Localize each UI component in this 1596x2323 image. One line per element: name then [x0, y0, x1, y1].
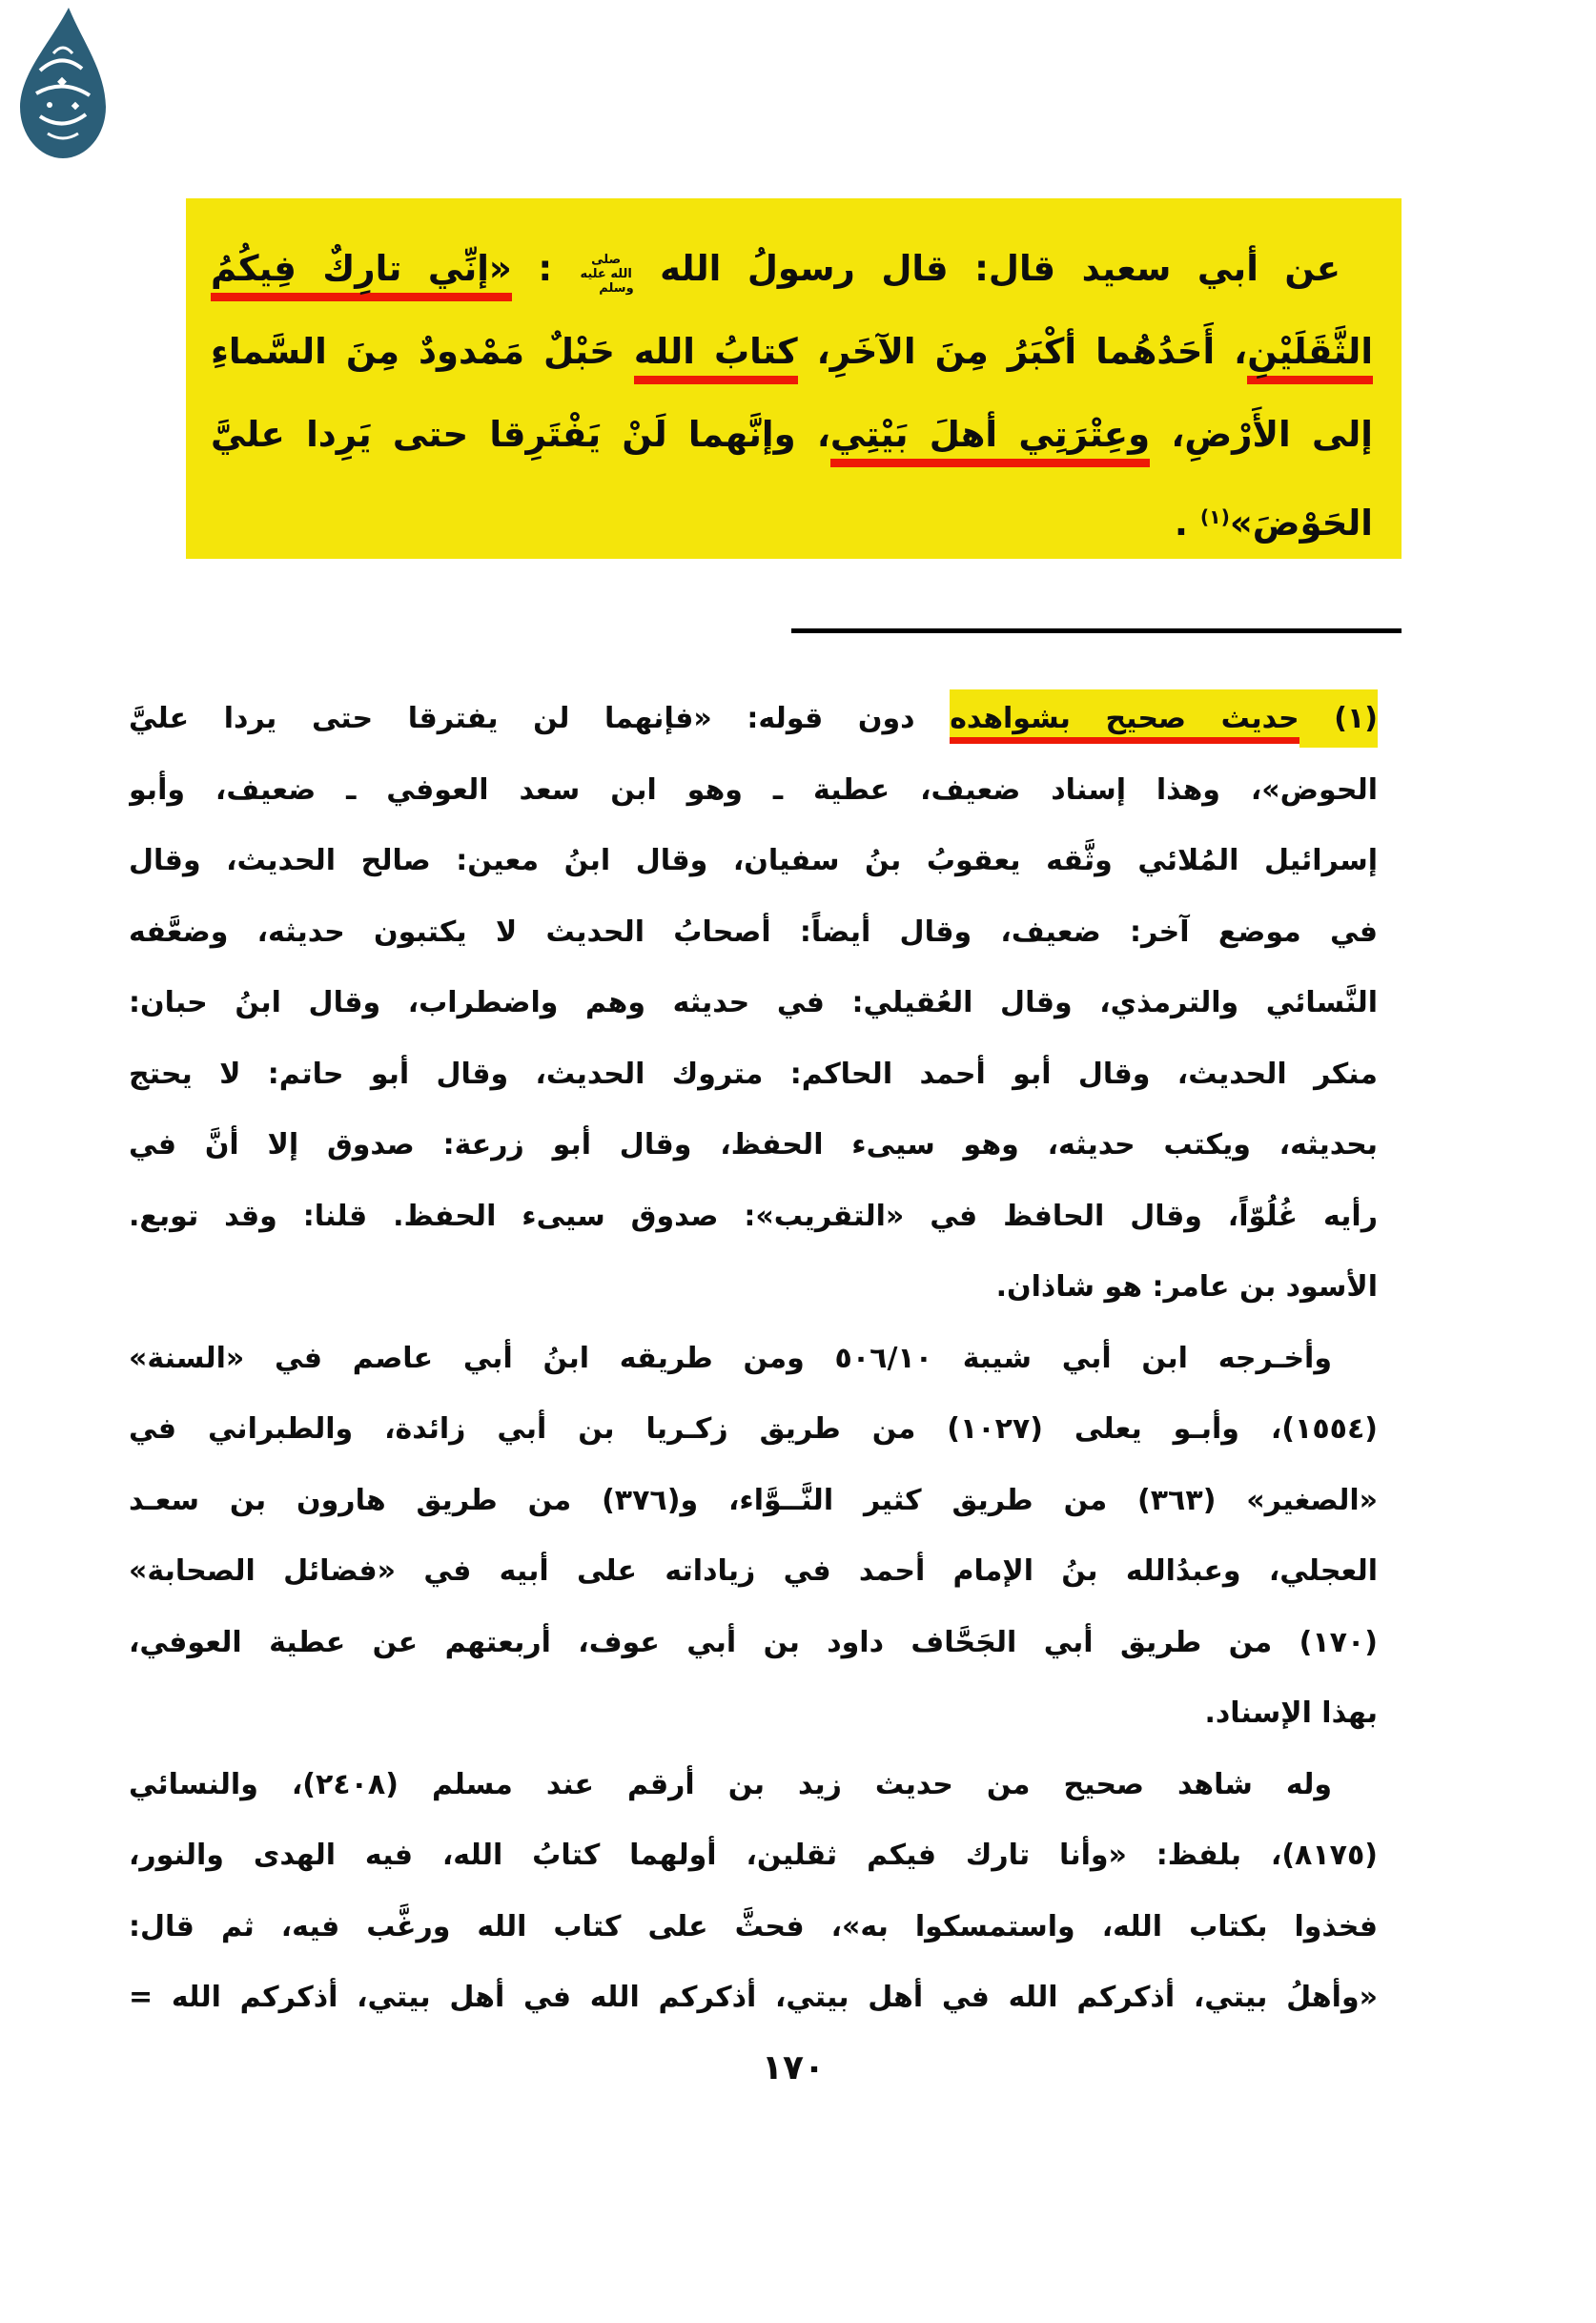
text-segment: «الصغير» (٣٦٣) من طريق كثير النَّــوَّاء، و(٣٧٦) من طريق هارون بن سعـد — [129, 1483, 1378, 1517]
text-segment: (١) — [1199, 505, 1230, 528]
text-segment: بحديثه، ويكتب حديثه، وهو سيىء الحفظ، وقال أبو زرعة: صدوق إلا أنَّ في — [129, 1128, 1378, 1162]
red-underlined-segment: كتابُ الله — [634, 331, 798, 384]
arabic-calligraphy-teardrop-icon — [11, 4, 114, 166]
footnote-line — [129, 1963, 1378, 2034]
footnote-line — [129, 1394, 1378, 1466]
text-segment: (١٥٥٤)، وأبـو يعلى (١٠٢٧) من طريق زكـريا بن أبي زائدة، والطبراني في — [129, 1412, 1378, 1446]
footnote-line — [129, 1182, 1378, 1253]
footnote-line — [129, 968, 1378, 1039]
text-segment: العجلي، وعبدُالله بنُ الإمام أحمد في زياداته على أبيه في «فضائل الصحابة» — [129, 1554, 1378, 1588]
footnote-line — [129, 1252, 1378, 1324]
hadith-line — [211, 476, 1373, 559]
text-segment: (٨١٧٥)، بلفظ: «وأنا تارك فيكم ثقلين، أولهما كتابُ الله، فيه الهدى والنور، — [129, 1839, 1378, 1872]
text-segment: الحَوْضَ» — [1229, 503, 1373, 545]
footnote-line — [129, 1536, 1378, 1608]
text-segment: وله شاهد صحيح من حديث زيد بن أرقم عند مسلم (٢٤٠٨)، والنسائي — [129, 1767, 1332, 1801]
text-segment: وأخـرجه ابن أبي شيبة ٥٠٦/١٠ ومن طريقه ابنُ أبي عاصم في «السنة» — [129, 1341, 1332, 1375]
footnote-block — [129, 684, 1378, 2034]
footnote-line — [129, 1820, 1378, 1892]
footnote-line — [129, 1110, 1378, 1182]
publisher-logo — [11, 4, 114, 166]
footnote-line — [129, 1466, 1378, 1537]
text-segment: النَّسائي والترمذي، وقال العُقيلي: في حديثه وهم واضطراب، وقال ابنُ حبان: — [129, 986, 1378, 1019]
footnote-line — [129, 684, 1378, 755]
text-segment: فخذوا بكتاب الله، واستمسكوا به»، فحثَّ على كتاب الله ورغَّب فيه، ثم قال: — [129, 1909, 1378, 1943]
text-segment: رأيه غُلُوّاً، وقال الحافظ في «التقريب»: صدوق سيىء الحفظ. قلنا: وقد توبع. — [129, 1199, 1378, 1233]
text-segment: عن أبي سعيد قال: قال رسولُ الله — [633, 248, 1340, 289]
text-segment: ، أَحَدُهُما أكْبَرُ مِنَ الآخَرِ، — [797, 331, 1248, 372]
red-underlined-segment: حديث صحيح بشواهده — [950, 689, 1299, 744]
footnote-line — [129, 1678, 1378, 1750]
footnote-line — [129, 1608, 1378, 1679]
footnote-line — [129, 826, 1378, 897]
text-segment: «وأهلُ بيتي، أذكركم الله في أهل بيتي، أذكركم الله في أهل بيتي، أذكركم الله = — [129, 1981, 1378, 2014]
highlighted-segment: (١) — [1299, 689, 1378, 748]
text-segment: إلى الأَرْضِ، — [1150, 414, 1373, 455]
text-segment: في موضع آخر: ضعيف، وقال أيضاً: أصحابُ الحديث لا يكتبون حديثه، وضعَّفه — [129, 915, 1378, 949]
text-segment: . — [1174, 503, 1200, 545]
text-segment: منكر الحديث، وقال أبو أحمد الحاكم: متروك الحديث، وقال أبو حاتم: لا يحتج — [129, 1057, 1378, 1091]
hadith-line — [211, 227, 1373, 310]
hadith-highlight-block — [186, 198, 1402, 559]
footnote-separator-rule — [791, 628, 1402, 633]
red-underlined-segment: الثَّقَلَيْنِ — [1247, 331, 1373, 384]
footnote-line — [129, 1892, 1378, 1963]
hadith-line — [211, 393, 1373, 476]
text-segment: حَبْلٌ مَمْدودٌ مِنَ السَّماءِ — [211, 331, 634, 372]
text-segment: دون قوله: «فإنهما لن يفترقا حتى يردا عليَّ — [129, 702, 951, 735]
footnote-line — [129, 755, 1378, 827]
text-segment: ، وإنَّهما لَنْ يَفْتَرِقا حتى يَرِدا عليَّ — [211, 414, 830, 455]
text-segment: : — [511, 248, 579, 289]
text-segment: (١٧٠) من طريق أبي الجَحَّاف داود بن أبي عوف، أربعتهم عن عطية العوفي، — [129, 1625, 1378, 1659]
page-number: ١٧٠ — [762, 2048, 825, 2087]
footnote-line — [129, 1750, 1378, 1821]
red-underlined-segment: «إنِّي تارِكٌ فِيكُمُ — [211, 248, 512, 301]
text-segment: الأسود بن عامر: هو شاذان. — [995, 1270, 1378, 1304]
text-segment: إسرائيل المُلائي وثَّقه يعقوبُ بنُ سفيان، وقال ابنُ معين: صالح الحديث، وقال — [129, 844, 1378, 877]
footnote-line — [129, 897, 1378, 969]
red-underlined-segment: وعِتْرَتِي أهلَ بَيْتِي — [830, 414, 1150, 467]
footnote-line — [129, 1324, 1378, 1395]
text-segment: الحوض»، وهذا إسناد ضعيف، عطية ـ وهو ابن سعد العوفي ـ ضعيف، وأبو — [129, 772, 1378, 807]
hadith-line — [211, 310, 1373, 393]
footnote-line — [129, 1039, 1378, 1111]
salla-mark: صلى الله عليه وسلم — [580, 253, 634, 296]
text-segment: بهذا الإسناد. — [1204, 1696, 1378, 1730]
